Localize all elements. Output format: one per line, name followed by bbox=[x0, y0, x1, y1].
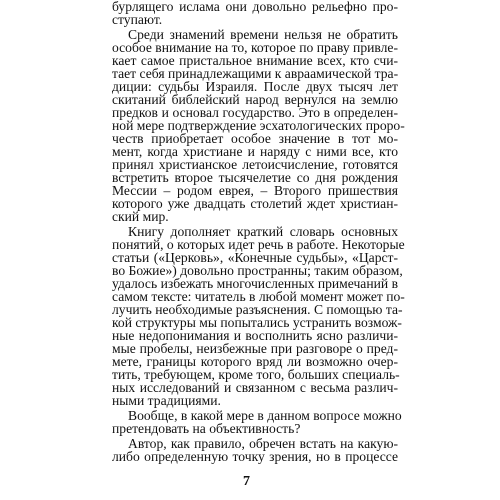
text-line: статьи («Церковь», «Конечные судьбы», «Царст- bbox=[112, 250, 398, 265]
text-line: ных исследований и связанном с весьма различ- bbox=[112, 380, 398, 395]
text-line: тает себя принадлежащими к авраамической тра- bbox=[112, 66, 399, 81]
page-number: 7 bbox=[243, 474, 250, 489]
text-line: тить, требующем, кроме того, больших специаль- bbox=[112, 367, 400, 382]
text-line: честв приобретает особое значение в тот мо- bbox=[112, 131, 398, 146]
text-line: ными традициями. bbox=[112, 393, 221, 408]
text-line: бурлящего ислама они довольно рельефно про- bbox=[112, 0, 398, 14]
text-line: которого уже двадцать столетий ждет христиан- bbox=[112, 196, 398, 211]
text-line: Вообще, в какой мере в данном вопросе можно bbox=[128, 408, 402, 423]
text-line: мые пробелы, неизбежные при разговоре о пред- bbox=[112, 341, 398, 356]
text-line: либо определенную точку зрения, но в процессе bbox=[112, 449, 398, 464]
text-line: скитаний библейский народ вернулся на землю bbox=[112, 92, 398, 107]
text-line: особое внимание на то, которое по праву привле- bbox=[112, 40, 398, 55]
text-line: Книгу дополняет краткий словарь основных bbox=[128, 224, 398, 239]
text-line: мете, границы которого вряд ли возможно очер- bbox=[112, 354, 398, 369]
text-line: претендовать на объективность? bbox=[112, 421, 301, 436]
book-page-text bbox=[112, 0, 405, 470]
text-line: ступают. bbox=[112, 12, 163, 27]
text-line: Автор, как правило, обречен встать на какую- bbox=[128, 436, 398, 451]
text-line: кает самое пристальное внимание всех, кто счи- bbox=[112, 53, 398, 68]
text-line: ский мир. bbox=[112, 209, 169, 224]
text-line: кой структуры мы попытались устранить возмож- bbox=[112, 315, 402, 330]
text-line: Среди знамений времени нельзя не обратить bbox=[128, 27, 398, 42]
text-line: ные недопонимания и восполнить ясно различи- bbox=[112, 328, 398, 343]
text-line: диции: судьбы Израиля. После двух тысяч лет bbox=[112, 79, 398, 94]
text-line: лучить необходимые разъяснения. С помощью та- bbox=[112, 302, 403, 317]
text-line: мент, когда христиане и наряду с ними все, кто bbox=[112, 144, 398, 159]
text-line: Мессии – родом еврея, – Второго пришествия bbox=[112, 183, 398, 198]
text-line: понятий, о которых идет речь в работе. Некоторые bbox=[112, 237, 405, 252]
text-line: предков и основал государство. Это в определен- bbox=[112, 105, 398, 120]
text-line: ной мере подтверждение эсхатологических проро- bbox=[112, 118, 405, 133]
text-line: удалось избежать многочисленных примечаний в bbox=[112, 276, 398, 291]
text-line: во Божие») довольно пространны; таким образом, bbox=[112, 263, 403, 278]
text-line: принял христианское летоисчисление, готовятся bbox=[112, 157, 398, 172]
text-line: самом тексте: читатель в любой момент может по- bbox=[112, 289, 405, 304]
text-line: встретить второе тысячелетие со дня рождения bbox=[112, 170, 398, 185]
